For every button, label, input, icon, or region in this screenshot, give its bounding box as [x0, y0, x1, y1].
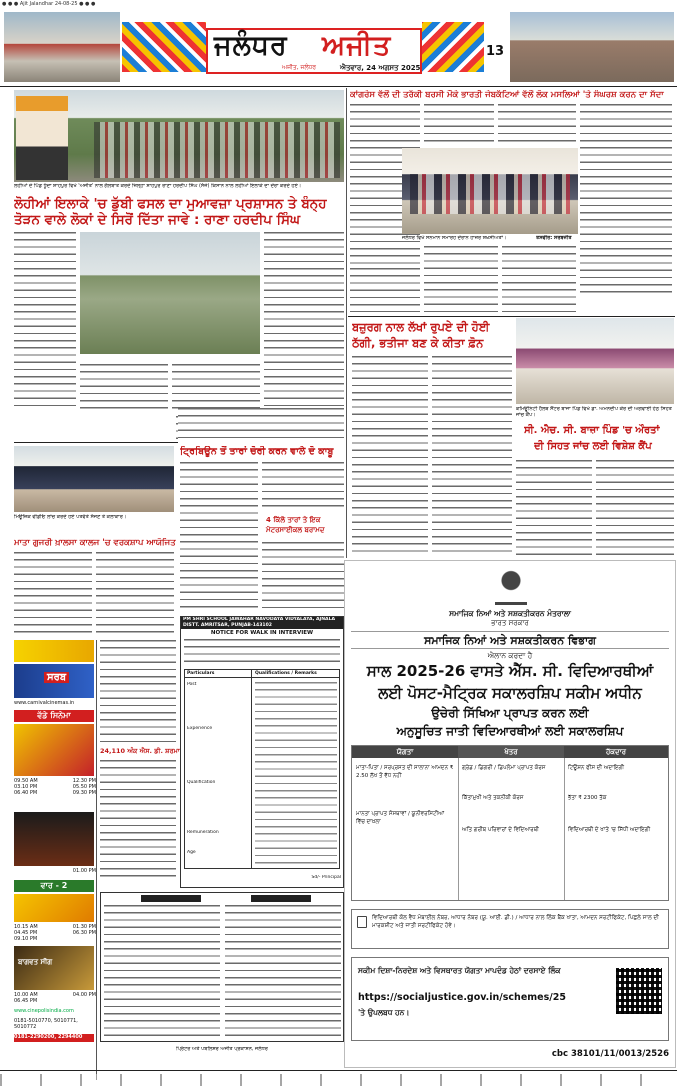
top-left-caption: ਲੋਹੀਆਂ ਦੇ ਪਿੰਡ ਧੂੰਦਾ ਸ਼ਾਹਪੁਰ ਵਿਖੇ 'ਅਜੀਤ' ਨਾਲ ਗੱਲਬਾਤ ਕਰਦੇ ਜ਼ਿਲ੍ਹਾ ਸ਼ਾਹਪੁਰ ਰਾਣਾ ਹਰਦੀਪ ਸਿੰਘ (ਸੱਜੇ) ਕਿਸਾਨ ਨਾਲ ਲੋਹੀਆਂ ਇਲਾਕੇ ਦਾ ਦੌਰਾ ਕਰਦੇ ਹੋਏ। [14, 183, 302, 189]
health-camp-photo [516, 318, 674, 404]
top-left-body-col1 [14, 232, 76, 412]
document-icon [357, 916, 367, 928]
showtime: 09.30 PM [72, 790, 96, 796]
theft-body-col2b [262, 542, 344, 612]
ad-col-divider-2 [564, 758, 565, 900]
notice-col1-header: Particulars [187, 671, 215, 676]
top-right-body-col2b [424, 246, 498, 312]
print-info-bar: ● ● ● Ajit Jalandhar 24-08-25 ● ● ● [2, 1, 96, 7]
camp-body-col2 [596, 460, 674, 556]
notice-row-4: Remuneration [187, 830, 219, 835]
movie-poster-1 [14, 724, 94, 776]
showtime-2: 01.00 PM [72, 868, 96, 874]
ad-available-text: 'ਤੇ ਉਪਲਬਧ ਹਨ। [358, 1008, 410, 1017]
honour-ceremony-photo [402, 148, 578, 234]
camp-headline-1: ਸੀ. ਐਚ. ਸੀ. ਬਾਜ਼ਾ ਪਿੰਡ 'ਚ ਔਰਤਾਂ [524, 425, 660, 436]
theft-subhead-1: 4 ਕਿੱਲੋ ਤਾਰਾਂ ਤੇ ਇਕ [266, 516, 321, 524]
top-left-headline-1: ਲੋਹੀਆਂ ਇਲਾਕੇ 'ਚ ਡੁੱਬੀ ਫਸਲ ਦਾ ਮੁਆਵਜ਼ਾ ਪ੍ਰਸ਼ਾਸਨ ਤੇ ਬੰਨ੍ਹ [14, 196, 327, 212]
top-right-photo-credit: ਤਸਵੀਰ: ਸਰਬਜੀਤ [536, 235, 572, 241]
notice-table-header [185, 670, 339, 678]
notice-row-2: Experience [187, 726, 213, 731]
music-launch-photo [14, 446, 174, 512]
showtimes-1b [56, 778, 96, 808]
fraud-headline-2: ਠੱਗੀ, ਭਤੀਜਾ ਬਣ ਕੇ ਕੀਤਾ ਫ਼ੋਨ [352, 336, 484, 350]
classified-col2 [225, 905, 341, 1039]
page-number: 13 [486, 44, 505, 59]
masthead-building-photo [4, 12, 120, 82]
showtime: 06.40 PM [14, 790, 38, 796]
showtimes-4a [14, 992, 54, 1006]
classified-header-1 [141, 895, 201, 902]
masthead-pattern-right [422, 22, 484, 72]
ad-info-box [351, 909, 669, 949]
notice-row-5: Age [187, 850, 196, 855]
masthead-rule [0, 86, 677, 87]
ad-field-2: ਕਿੱਤਾਮੁਖੀ ਅਤੇ ਤਕਨੀਕੀ ਕੋਰਸ [462, 795, 524, 801]
workshop-headline: ਮਾਤਾ ਗੁਜਰੀ ਖ਼ਾਲਸਾ ਕਾਲਜ 'ਚ ਵਰਕਸ਼ਾਪ ਆਯੋਜਿਤ [14, 538, 176, 548]
mid-center-top-text [178, 408, 344, 444]
flood-visit-photo [14, 90, 344, 182]
walk-in-notice [180, 616, 344, 888]
notice-school: PM SHRI SCHOOL JAWAHAR NAVODAYA VIDYALAYA, AJNALA DISTT. AMRITSAR, PUNJAB-143102 [181, 617, 343, 629]
notice-table-divider [251, 670, 252, 868]
ad-line-3: ਉਚੇਰੀ ਸਿੱਖਿਆ ਪ੍ਰਾਪਤ ਕਰਨ ਲਈ [431, 706, 589, 720]
showtime: 01.30 PM [72, 924, 96, 930]
ad-eligibility-2: ਮਾਨਤਾ ਪ੍ਰਾਪਤ ਸੰਸਥਾਵਾਂ / ਯੂਨੀਵਰਸਿਟੀਆਂ ਵਿੱਚ ਦਾਖ਼ਲਾ [356, 811, 445, 825]
movie-poster-2 [14, 812, 94, 866]
cinema-phone-2: 0181-2290200, 2294400 [14, 1034, 94, 1042]
movie-poster-3 [14, 894, 94, 922]
ad-col-divider-1 [458, 758, 459, 900]
showtime: 12.30 PM [72, 778, 96, 784]
ad-guidelines-text: ਸਕੀਮ ਦਿਸ਼ਾ-ਨਿਰਦੇਸ਼ ਅਤੇ ਵਿਸਥਾਰਤ ਯੋਗਤਾ ਮਾਪਦੰਡ ਹੇਠਾਂ ਦਰਸਾਏ ਲਿੰਕ [358, 966, 561, 975]
fraud-body-col1 [352, 356, 428, 556]
ad-line-4: ਅਨੁਸੂਚਿਤ ਜਾਤੀ ਵਿਦਿਆਰਥੀਆਂ ਲਈ ਸਕਾਲਰਸ਼ਿਪ [396, 724, 624, 738]
small-classifieds [100, 892, 344, 1042]
notice-table-text [255, 682, 337, 866]
ad-col-header-1: ਯੋਗਤਾ [352, 746, 458, 758]
ad-benefit-2: ਭੱਤਾ ₹ 2300 ਤੱਕ [568, 795, 607, 801]
showtime: 06.45 PM [14, 998, 38, 1004]
theft-body-col2a [262, 462, 344, 512]
showtime: 09.50 AM [14, 778, 38, 784]
ad-field-1: ਗ੍ਰੇਡ / ਡਿਗਰੀ / ਡਿਪਲੋਮਾ ਪ੍ਰਾਪਤ ਕੋਰਸ [462, 765, 546, 771]
ad-eligibility-1: ਮਾਤਾ-ਪਿਤਾ / ਸਰਪ੍ਰਸਤ ਦੀ ਸਾਲਾਨਾ ਆਮਦਨ ₹ 2.50 ਲੱਖ ਤੋਂ ਵੱਧ ਨਹੀਂ [356, 765, 454, 779]
music-launch-caption: ਮਿਊਜ਼ਿਕ ਵੀਡੀਓ ਲਾਂਚ ਕਰਦੇ ਹੋਏ ਪਤਵੰਤੇ ਸੱਜਣ ਤੇ ਕਲਾਕਾਰ। [14, 514, 127, 520]
showtimes-1a [14, 778, 54, 808]
center-body-col1 [100, 640, 176, 744]
classified-col1 [104, 905, 220, 1039]
top-left-body-col3 [264, 232, 344, 412]
notice-title: NOTICE FOR WALK IN INTERVIEW [210, 630, 314, 636]
top-left-body-col2b [172, 364, 260, 412]
cinema-website-2: www.cinepolisindia.com [14, 1008, 74, 1014]
camp-headline-2: ਦੀ ਸਿਹਤ ਜਾਂਚ ਲਈ ਵਿਸ਼ੇਸ਼ ਕੈਂਪ [534, 441, 652, 452]
showtimes-3a [14, 924, 54, 944]
showtime: 10.15 AM [14, 924, 38, 930]
showtime: 05.50 PM [72, 784, 96, 790]
top-right-body-col3 [498, 104, 576, 146]
theft-body-col1 [180, 462, 258, 612]
ad-eligibility-table [351, 745, 669, 901]
showtime: 10.00 AM [14, 992, 38, 998]
top-left-body-col2a [80, 364, 168, 412]
ad-benefit-1: ਟਿਊਸ਼ਨ ਫੀਸ ਦੀ ਅਦਾਇਗੀ [568, 765, 625, 771]
workshop-body-col1 [14, 552, 92, 636]
ad-col-header-3: ਹੱਕਦਾਰ [564, 746, 668, 758]
cinema-header: ਵੱਡੇ ਸਿਨੇਮਾ [14, 710, 94, 722]
ad-line-2: ਲਈ ਪੋਸਟ-ਮੈਟ੍ਰਿਕ ਸਕਾਲਰਸ਼ਿਪ ਸਕੀਮ ਅਧੀਨ [378, 684, 642, 702]
notice-row-1: Post [187, 682, 197, 687]
sarbs-ad [14, 664, 94, 698]
masthead-title-city: ਜਲੰਧਰ [214, 30, 288, 61]
national-emblem-icon [495, 569, 527, 605]
notice-row-3: Qualification [187, 780, 216, 785]
cinema-ad-banner [14, 640, 94, 662]
top-right-body-col3b [502, 246, 576, 312]
showtime: 09.10 PM [14, 936, 38, 942]
ceremony-people [410, 174, 570, 214]
showtime-4b: 04.00 PM [72, 992, 96, 998]
top-right-body-col4 [580, 104, 672, 294]
ad-department: ਸਮਾਜਿਕ ਨਿਆਂ ਅਤੇ ਸਸ਼ਕਤੀਕਰਨ ਵਿਭਾਗ [351, 631, 669, 649]
showtimes-3b [56, 924, 96, 938]
ad-scheme-link[interactable]: https://socialjustice.gov.in/schemes/25 [358, 992, 566, 1003]
top-right-headline: ਕਾਂਗਰੇਸ ਵੱਲੋਂ ਦੀ ਤਰੱਕੀ ਬਰਸੀ ਮੌਕੇ ਭਾਰਤੀ ਜੇਬਕੱਟਿਆਂ ਵੱਲੋਂ ਲੋਕ ਮਸਲਿਆਂ 'ਤੇ ਸੰਘਰਸ਼ ਕਰਨ ਦਾ ਸੱਦਾ [350, 90, 664, 100]
notice-table [184, 669, 340, 869]
ad-code: cbc 38101/11/0013/2526 [551, 1049, 669, 1059]
crowd-figures [94, 122, 340, 178]
showtime: 06.30 PM [72, 930, 96, 936]
footer-rule [0, 1070, 677, 1071]
health-camp-caption: ਕਮਿਊਨਿਟੀ ਹੈਲਥ ਸੈਂਟਰ ਬਾਜਾ ਪਿੰਡ ਵਿਖੇ ਡਾ. ਅਮਨਦੀਪ ਕੌਰ ਦੀ ਅਗਵਾਈ ਹੇਠ ਸਿਹਤ ਜਾਂਚ ਕੈਂਪ। [516, 406, 672, 418]
camp-body-col1 [516, 460, 592, 556]
registration-marks [0, 1074, 677, 1086]
classified-header-2 [251, 895, 311, 902]
cinema-divider [96, 640, 97, 1080]
notice-sign: Sd/- Principal [311, 875, 341, 880]
poster-4-title: ਬਾਗਵਤ ਸੀਗ [18, 958, 53, 966]
showtime: 04.45 PM [14, 930, 38, 936]
movie-poster-4 [14, 946, 94, 990]
footer-publisher: ਪ੍ਰਿੰਟਰ ਅਤੇ ਪਬਲਿਸ਼ਰ ਅਜੀਤ ਪ੍ਰਕਾਸ਼ਨ, ਜਲੰਧਰ [176, 1046, 268, 1052]
ad-guideline-box [351, 957, 669, 1041]
qr-code-icon[interactable] [616, 968, 662, 1014]
notice-intro [184, 639, 340, 667]
top-right-body-col1b [350, 268, 420, 312]
top-right-caption: ਜਲੰਧਰ ਵਿਖੇ ਸਨਮਾਨ ਸਮਾਰੋਹ ਦੌਰਾਨ ਹਾਜ਼ਰ ਸ਼ਖ਼ਸੀਅਤਾਂ। [402, 235, 507, 241]
cinema-section-2: ਵਾਰ - 2 [14, 880, 94, 892]
fraud-headline-1: ਬਜ਼ੁਰਗ ਨਾਲ ਲੱਖਾਂ ਰੁਪਏ ਦੀ ਹੋਈ [352, 320, 490, 334]
ad-info-text: ਵਿਦਿਆਰਥੀ ਕੋਲ ਵੈਧ ਮੋਬਾਈਲ ਨੰਬਰ, ਆਧਾਰ ਨੰਬਰ (ਯੂ. ਆਈ. ਡੀ.) / ਆਧਾਰ ਨਾਲ ਲਿੰਕ ਬੈਂਕ ਖਾਤਾ, ਆਮਦਨ ਸਰਟੀਫਿਕੇਟ, ਪਿਛਲੇ ਸਾਲ ਦੀ ਮਾਰਕਸ਼ੀਟ ਅਤੇ ਜਾਤੀ ਸਰਟੀਫਿਕੇਟ ਹੋਵੇ। [372, 915, 659, 929]
theft-subhead-box [262, 514, 344, 540]
top-right-rule [348, 316, 675, 317]
sarbs-label: ਸਰਬ [44, 672, 69, 683]
masthead-photo-right [510, 12, 674, 82]
top-right-body-col2 [424, 104, 494, 146]
masthead-date: ਐਤਵਾਰ, 24 ਅਗਸਤ 2025 [340, 64, 421, 72]
fraud-body-col2 [432, 356, 512, 556]
center-body-col1b [100, 760, 176, 880]
center-subhead: 24,110 ਅੰਕ ਐਸ. ਡੀ. ਸ਼ਰਮਾ [100, 747, 180, 755]
top-left-headline-2: ਤੋੜਨ ਵਾਲੇ ਲੋਕਾਂ ਦੇ ਸਿਰੋਂ ਦਿੱਤਾ ਜਾਵੇ : ਰਾਣਾ ਹਰਦੀਪ ਸਿੰਘ [14, 212, 301, 228]
showtime: 03.10 PM [14, 784, 38, 790]
workshop-body-col2 [96, 552, 174, 636]
ad-govt: ਭਾਰਤ ਸਰਕਾਰ [491, 619, 529, 627]
scholarship-ad [344, 560, 676, 1068]
ad-field-3: ਅਤਿ ਗਰੀਬ ਪਰਿਵਾਰਾਂ ਦੇ ਵਿਦਿਆਰਥੀ [462, 827, 539, 833]
cinema-phone-1: 0181-5010770, 5010771, 5010772 [14, 1018, 78, 1030]
ad-benefit-3: ਵਿਦਿਆਰਥੀ ਦੇ ਖਾਤੇ 'ਚ ਸਿੱਧੀ ਅਦਾਇਗੀ [568, 827, 651, 833]
masthead-title-paper: ਅਜੀਤ [322, 30, 392, 61]
masthead-subtitle: ਅਜੀਤ, ਜਲੰਧਰ [282, 64, 317, 71]
theft-headline: ਟ੍ਰਿਬਿਊਨ ਤੋਂ ਤਾਰਾਂ ਚੋਰੀ ਕਰਨ ਵਾਲੇ ਦੋ ਕਾਬੂ [180, 446, 334, 457]
theft-subhead-2: ਮੋਟਰਸਾਈਕਲ ਬਰਾਮਦ [266, 526, 325, 534]
flooded-field-photo [80, 232, 260, 354]
leader-portrait [16, 96, 68, 180]
column-divider [346, 88, 347, 558]
cinema-website-1: www.carnivalcinemas.in [14, 700, 75, 706]
ad-ministry: ਸਮਾਜਿਕ ਨਿਆਂ ਅਤੇ ਸਸ਼ਕਤੀਕਰਨ ਮੰਤਰਾਲਾ [449, 609, 571, 618]
ad-col-header-2: ਖੇਤਰ [458, 746, 564, 758]
notice-col2-header: Qualifications / Remarks [255, 671, 317, 676]
ad-announces: ਐਲਾਨ ਕਰਦਾ ਹੈ [487, 651, 533, 660]
ad-line-1: ਸਾਲ 2025-26 ਵਾਸਤੇ ਐੱਸ. ਸੀ. ਵਿਦਿਆਰਥੀਆਂ [366, 662, 654, 680]
masthead-pattern-left [122, 22, 206, 72]
